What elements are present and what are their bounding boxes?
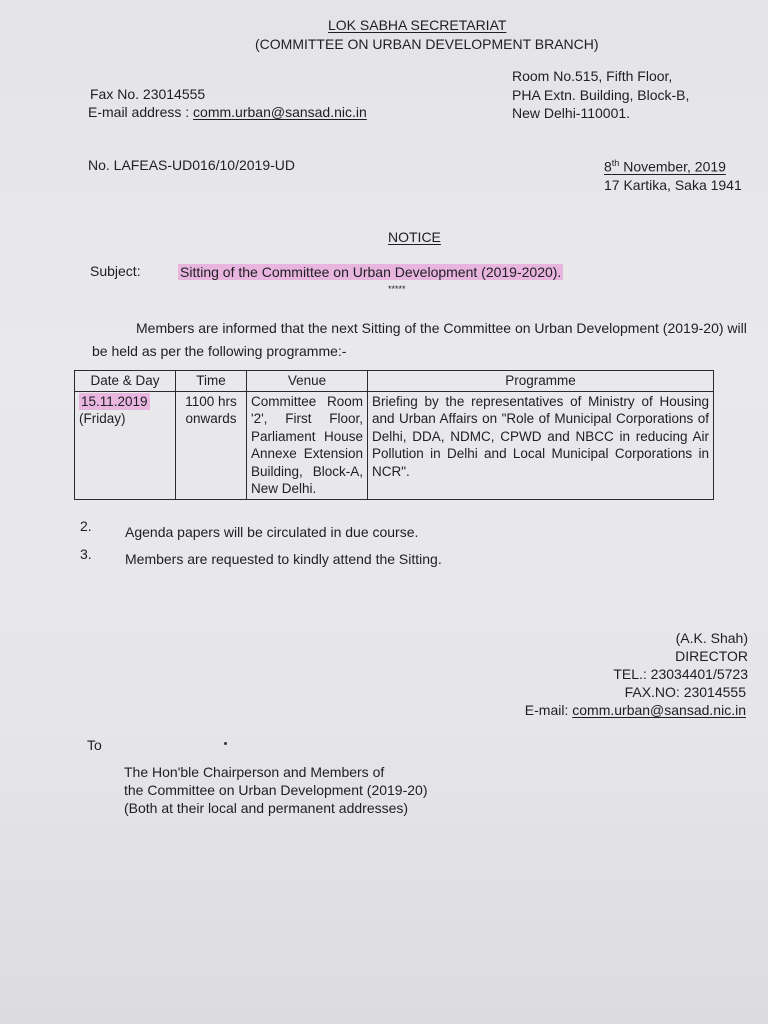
signatory-email-line: [525, 702, 746, 718]
address-line3: New Delhi-110001.: [512, 105, 631, 121]
to-label: To: [87, 737, 102, 753]
notice-date: [604, 158, 726, 175]
cell-time: [176, 391, 247, 499]
signatory-email-label: E-mail:: [524, 702, 573, 718]
signatory-email-link[interactable]: comm.urban@sansad.nic.in: [572, 702, 746, 718]
date-suffix: th: [611, 158, 620, 168]
subject-highlight: Sitting of the Committee on Urban Development (2019-2020).: [180, 264, 562, 280]
intro-line1: Members are informed that the next Sitting of the Committee on Urban Development (2019-20) will: [136, 320, 747, 336]
address-line1: Room No.515, Fifth Floor,: [512, 68, 673, 84]
email-label: E-mail address :: [88, 104, 194, 120]
time-line1: 1100 hrs: [185, 393, 237, 409]
address-line2: PHA Extn. Building, Block-B,: [512, 87, 690, 103]
cell-date-day: [75, 391, 176, 499]
stars-separator: *****: [388, 284, 406, 294]
recipient-line3: (Both at their local and permanent addresses): [124, 800, 409, 816]
stray-dot: [224, 742, 227, 745]
cell-venue: Committee Room '2', First Floor, Parliament House Annexe Extension Building, Block-A, New Delhi.: [247, 391, 368, 499]
org-title: LOK SABHA SECRETARIAT: [328, 17, 507, 33]
signatory-name: (A.K. Shah): [675, 630, 748, 646]
header-venue: Venue: [247, 371, 368, 392]
signatory-designation: DIRECTOR: [675, 648, 748, 664]
reference-number: No. LAFEAS-UD016/10/2019-UD: [88, 157, 295, 173]
intro-line2: be held as per the following programme:-: [92, 343, 347, 359]
time-line2: onwards: [185, 411, 237, 426]
point-2-text: Agenda papers will be circulated in due course.: [125, 524, 419, 540]
date-rest: November, 2019: [619, 158, 726, 175]
notice-title: NOTICE: [388, 229, 441, 245]
email-line: [88, 104, 367, 120]
programme-table: [74, 370, 714, 500]
signatory-tel: TEL.: 23034401/5723: [613, 666, 748, 682]
saka-date: 17 Kartika, Saka 1941: [604, 177, 742, 193]
recipient-line2: the Committee on Urban Development (2019-20): [124, 782, 428, 798]
header-date-day: Date & Day: [75, 371, 176, 392]
cell-programme: Briefing by the representatives of Ministry of Housing and Urban Affairs on "Role of Municipal Corporations of Delhi, DDA, NDMC, CPWD and NBCC in reducing Air Pollution in Delhi and Local Municipal Corporations in NCR".: [368, 391, 714, 499]
signatory-fax: FAX.NO: 23014555: [624, 684, 746, 700]
fax-number: Fax No. 23014555: [90, 86, 206, 102]
subject-text: [178, 264, 563, 280]
subject-label: Subject:: [90, 263, 141, 279]
date-highlight: 15.11.2019: [81, 393, 148, 409]
date-day: 8: [604, 158, 612, 175]
branch-title: (COMMITTEE ON URBAN DEVELOPMENT BRANCH): [255, 36, 599, 52]
table-row: [75, 391, 714, 499]
header-time: Time: [176, 371, 247, 392]
email-link[interactable]: comm.urban@sansad.nic.in: [193, 104, 367, 120]
table-header-row: [75, 371, 714, 392]
point-3-text: Members are requested to kindly attend the Sitting.: [125, 551, 442, 567]
point-2-number: 2.: [80, 518, 92, 534]
header-programme: Programme: [368, 371, 714, 392]
recipient-line1: The Hon'ble Chairperson and Members of: [124, 764, 385, 780]
point-3-number: 3.: [80, 546, 92, 562]
day-text: (Friday): [79, 411, 126, 426]
